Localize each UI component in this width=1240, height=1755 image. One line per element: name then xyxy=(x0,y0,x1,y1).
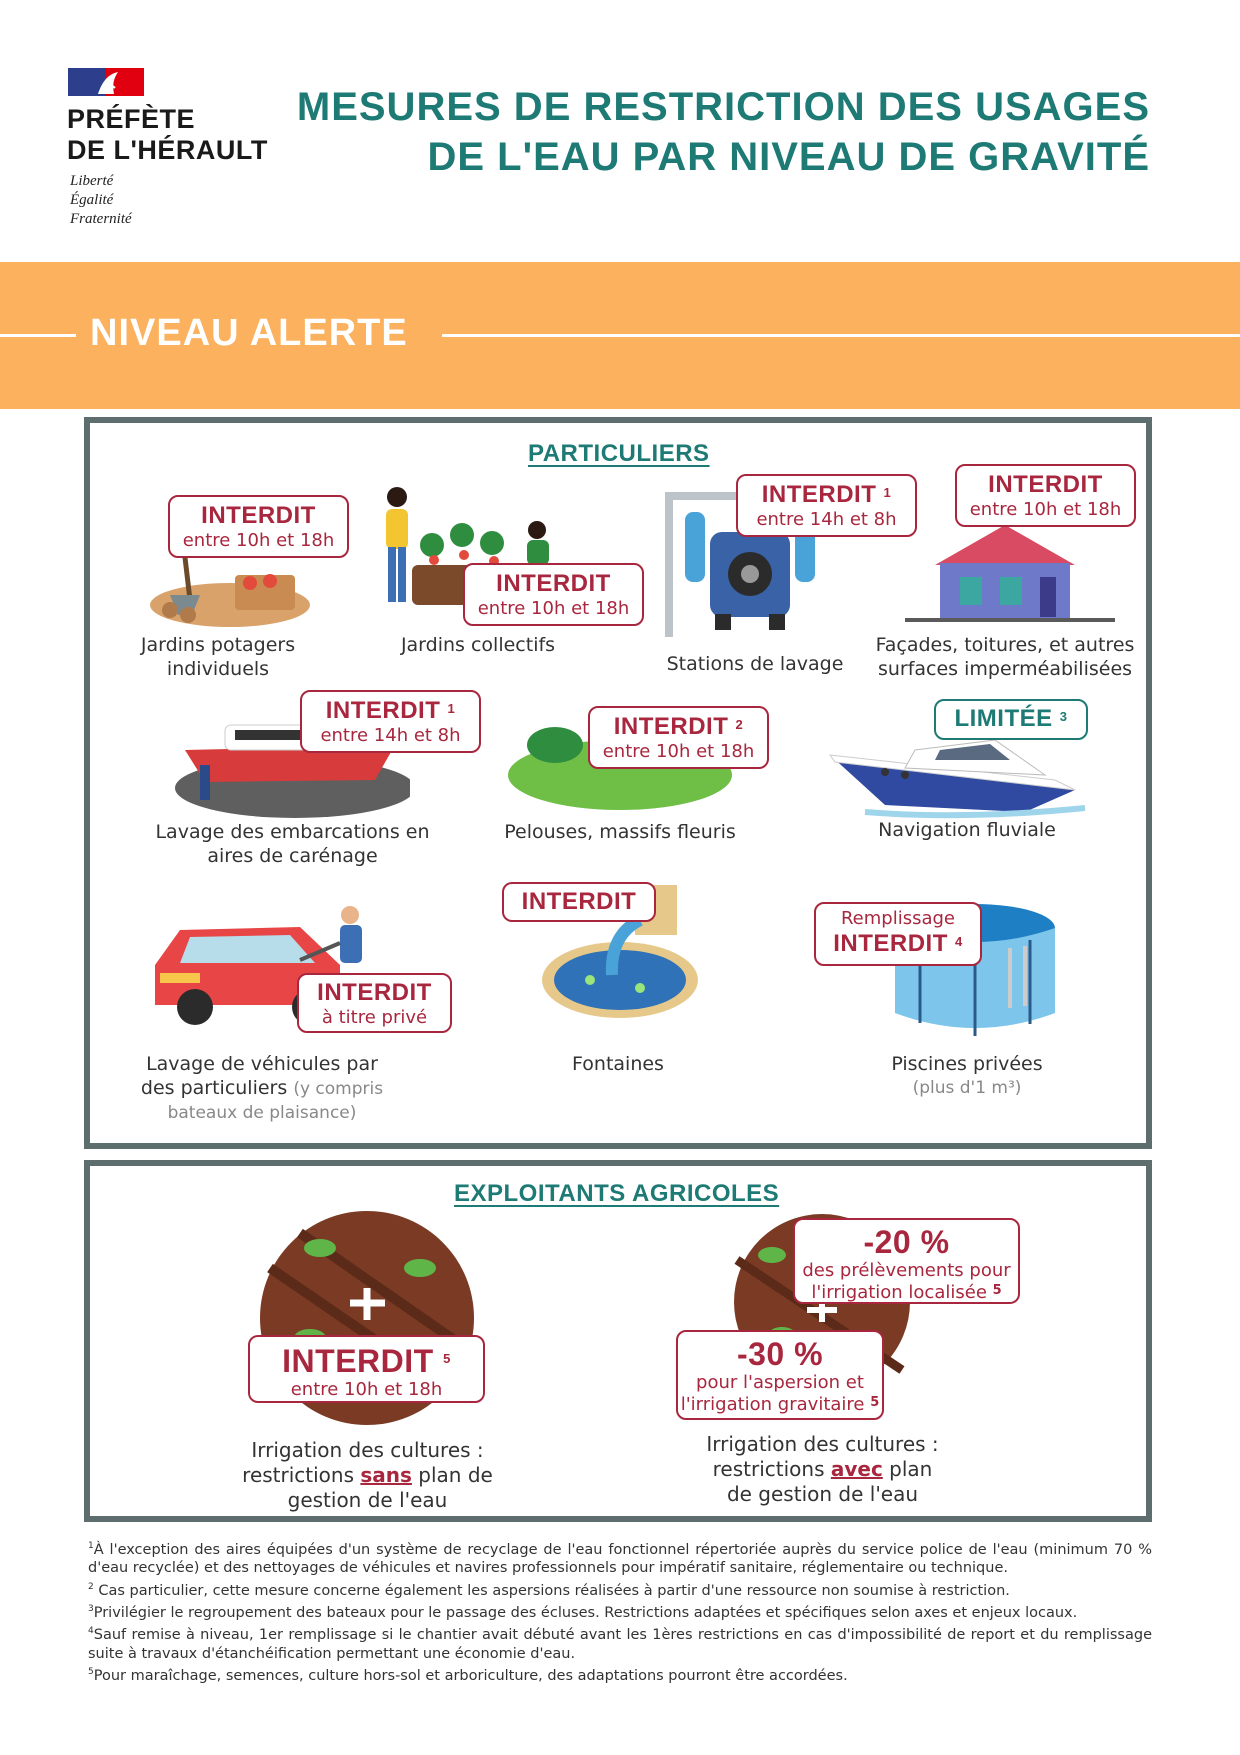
caption-navigation xyxy=(847,818,1087,842)
badge-detail: entre 10h et 18h xyxy=(182,530,335,551)
badge-detail: l'irrigation gravitaire xyxy=(680,1394,865,1415)
footnote-number: 4 xyxy=(88,1626,94,1637)
caption-jardins-collectifs xyxy=(378,633,578,657)
status-badge-aspersion-30 xyxy=(676,1330,884,1420)
status-badge-irrigation-sans-plan xyxy=(248,1335,485,1403)
caption-line: plan de xyxy=(411,1463,493,1487)
caption-line: plan xyxy=(882,1457,933,1481)
caption-line: Stations de lavage xyxy=(666,653,844,675)
status-badge-jardins-potagers xyxy=(168,495,349,558)
caption-piscines xyxy=(857,1052,1077,1100)
badge-detail: des prélèvements pour xyxy=(802,1260,1011,1281)
caption-line: Lavage de véhicules par xyxy=(146,1053,378,1075)
caption-emphasis: avec xyxy=(830,1457,883,1481)
prefecture-line1: PRÉFÈTE xyxy=(67,104,196,134)
footnote-1 xyxy=(88,1537,1152,1578)
caption-line: Pelouses, massifs fleuris xyxy=(504,821,736,843)
band-line-right xyxy=(442,334,1240,337)
footnote-3 xyxy=(88,1600,1152,1622)
caption-line: individuels xyxy=(166,658,270,680)
caption-line: Façades, toitures, et autres xyxy=(875,634,1135,656)
caption-line: Lavage des embarcations en xyxy=(155,821,430,843)
status-badge-piscines xyxy=(814,902,982,966)
motto-egalite: Égalité xyxy=(70,192,114,208)
badge-detail: entre 10h et 18h xyxy=(602,741,755,762)
page-title-line2: DE L'EAU PAR NIVEAU DE GRAVITÉ xyxy=(427,135,1150,179)
footnote-number: 5 xyxy=(88,1667,94,1678)
badge-status: LIMITÉE xyxy=(954,705,1053,732)
footnote-number: 3 xyxy=(88,1604,94,1615)
badge-value: -20 % xyxy=(863,1224,950,1260)
caption-pelouses xyxy=(490,820,750,844)
status-badge-embarcations xyxy=(300,690,481,753)
marianne-flag-logo xyxy=(68,68,144,96)
footnote-number: 1 xyxy=(88,1541,94,1551)
page-title-line1: MESURES DE RESTRICTION DES USAGES xyxy=(296,85,1150,129)
republic-motto xyxy=(70,172,132,229)
status-badge-stations-lavage xyxy=(736,474,917,537)
footnote-ref: 5 xyxy=(992,1283,1002,1298)
level-title: NIVEAU ALERTE xyxy=(90,312,408,354)
badge-detail: l'irrigation localisée xyxy=(811,1282,987,1303)
caption-line: aires de carénage xyxy=(207,845,378,867)
badge-detail: entre 14h et 8h xyxy=(320,725,461,746)
badge-detail: entre 10h et 18h xyxy=(969,499,1122,520)
status-badge-facades xyxy=(955,464,1136,527)
badge-status: INTERDIT xyxy=(761,481,877,508)
footnote-text: À l'exception des aires équipées d'un système de recyclage de l'eau fonctionnel répertoriée auprès du service police de l'eau (minimum 70 % d'eau recyclée) et des nettoyages de véhicules et navires professionnels pour impératif sanitaire, réglementaire ou technique. xyxy=(88,1541,1152,1577)
caption-stations-lavage xyxy=(650,652,860,676)
status-badge-prelevements-20 xyxy=(793,1218,1020,1304)
caption-sub: bateaux de plaisance) xyxy=(167,1103,357,1123)
badge-status: INTERDIT xyxy=(282,1343,434,1379)
particuliers-title: PARTICULIERS xyxy=(528,440,710,467)
footnote-text: Pour maraîchage, semences, culture hors-sol et arboriculture, des adaptations pourront être accordées. xyxy=(93,1668,848,1685)
badge-detail: à titre privé xyxy=(321,1007,428,1028)
caption-irrigation-avec-plan xyxy=(690,1432,955,1507)
caption-line: restrictions xyxy=(242,1463,361,1487)
prefecture-line2: DE L'HÉRAULT xyxy=(67,135,268,165)
caption-emphasis: sans xyxy=(360,1463,412,1487)
status-badge-fontaines xyxy=(502,882,656,922)
badge-status: INTERDIT xyxy=(496,570,611,597)
badge-status: INTERDIT xyxy=(521,888,637,915)
badge-value: -30 % xyxy=(736,1336,824,1372)
caption-line: des particuliers xyxy=(140,1077,288,1099)
footnote-ref: 4 xyxy=(955,934,963,949)
band-line-left xyxy=(0,334,76,337)
caption-sub: (plus d'1 m³) xyxy=(912,1078,1022,1098)
footnotes xyxy=(88,1537,1152,1686)
badge-status: INTERDIT xyxy=(317,979,432,1006)
footnote-5 xyxy=(88,1663,1152,1685)
caption-line: Navigation fluviale xyxy=(878,819,1056,841)
page-title xyxy=(297,82,1150,182)
footnote-ref: 5 xyxy=(870,1395,880,1410)
caption-line: surfaces imperméabilisées xyxy=(877,658,1133,680)
footnote-ref: 5 xyxy=(443,1351,451,1366)
motto-fraternite: Fraternité xyxy=(70,211,132,227)
caption-embarcations xyxy=(130,820,455,868)
badge-detail: entre 10h et 18h xyxy=(477,598,630,619)
caption-jardins-potagers xyxy=(108,633,328,681)
badge-status: INTERDIT xyxy=(201,502,316,529)
caption-line: Jardins collectifs xyxy=(400,634,556,656)
badge-status: INTERDIT xyxy=(833,930,948,957)
caption-line: Irrigation des cultures : xyxy=(706,1432,939,1456)
caption-line: restrictions xyxy=(712,1457,831,1481)
prefecture-name xyxy=(67,104,268,166)
motto-liberte: Liberté xyxy=(70,173,114,189)
status-badge-navigation xyxy=(934,699,1088,740)
footnote-ref: 2 xyxy=(735,717,744,732)
footnote-ref: 1 xyxy=(883,485,892,500)
badge-status: INTERDIT xyxy=(988,471,1103,498)
status-badge-pelouses xyxy=(588,706,769,769)
footnote-4 xyxy=(88,1622,1152,1663)
caption-line: Irrigation des cultures : xyxy=(251,1438,484,1462)
footnote-number: 2 xyxy=(88,1581,94,1592)
caption-line: de gestion de l'eau xyxy=(726,1482,919,1506)
caption-lavage-vehicules xyxy=(112,1052,412,1125)
house-facade-illustration xyxy=(905,515,1115,625)
caption-line: Fontaines xyxy=(572,1053,664,1075)
footnote-text: Cas particulier, cette mesure concerne également les aspersions réalisées à partir d'une ressource non soumise à restriction. xyxy=(93,1582,1010,1599)
status-badge-jardins-collectifs xyxy=(463,563,644,626)
caption-line: Piscines privées xyxy=(891,1053,1043,1075)
agricoles-title: EXPLOITANTS AGRICOLES xyxy=(454,1180,780,1207)
footnote-text: Sauf remise à niveau, 1er remplissage si le chantier avait débuté avant les 1ères restrictions en cas d'impossibilité de report et du remplissage suite à travaux d'étanchéification permettant une économie d'eau. xyxy=(88,1627,1152,1662)
caption-facades xyxy=(860,633,1150,681)
caption-line: gestion de l'eau xyxy=(287,1488,448,1512)
badge-detail: pour l'aspersion et xyxy=(696,1372,864,1393)
caption-irrigation-sans-plan xyxy=(230,1438,505,1513)
footnote-ref: 1 xyxy=(447,701,456,716)
footnote-ref: 3 xyxy=(1059,709,1068,724)
status-badge-lavage-vehicules xyxy=(297,973,452,1033)
badge-detail: entre 10h et 18h xyxy=(290,1379,443,1400)
badge-detail: entre 14h et 8h xyxy=(756,509,897,530)
footnote-2 xyxy=(88,1578,1152,1600)
footnote-text: Privilégier le regroupement des bateaux pour le passage des écluses. Restrictions adaptées et spécifiques selon axes et enjeux locaux. xyxy=(93,1604,1078,1621)
caption-sub: (y compris xyxy=(293,1079,384,1099)
caption-line: Jardins potagers xyxy=(140,634,296,656)
caption-fontaines xyxy=(518,1052,718,1076)
badge-pre-label: Remplissage xyxy=(840,908,956,929)
badge-status: INTERDIT xyxy=(613,713,729,740)
badge-status: INTERDIT xyxy=(325,697,441,724)
